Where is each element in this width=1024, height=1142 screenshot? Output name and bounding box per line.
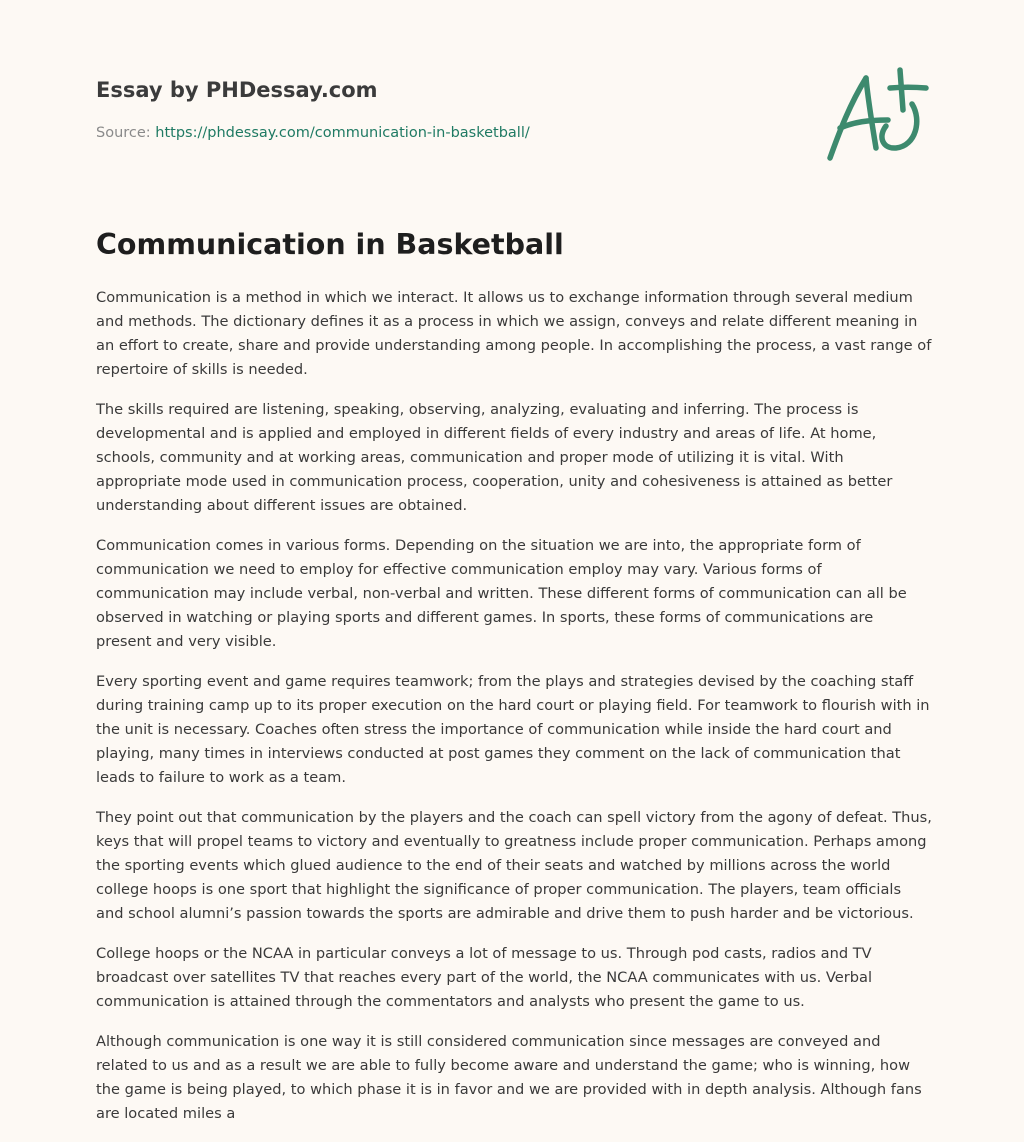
- source-link[interactable]: https://phdessay.com/communication-in-basketball/: [155, 125, 530, 141]
- essay-body: [96, 286, 932, 1142]
- essay-title: Communication in Basketball: [96, 228, 564, 261]
- source-line: [96, 123, 530, 143]
- essay-paragraph: They point out that communication by the players and the coach can spell victory from the agony of defeat. Thus, keys that will propel teams to victory and eventually to greatness include proper communication. Perhaps among the sporting events which glued audience to the end of their seats and watched by millions across the world college hoops is one sport that highlight the significance of proper communication. The players, team officials and school alumni’s passion towards the sports are admirable and drive them to push harder and be victorious.: [96, 809, 932, 922]
- essay-paragraph: Communication is a method in which we interact. It allows us to exchange information through several medium and methods. The dictionary defines it as a process in which we assign, conveys and relate different meaning in an effort to create, share and provide understanding among people. In accomplishing the process, a vast range of repertoire of skills is needed.: [96, 289, 932, 378]
- essay-paragraph: Although communication is one way it is still considered communication since messages are conveyed and related to us and as a result we are able to fully become aware and understand the game; who is winning, how the game is being played, to which phase it is in favor and we are provided with in depth analysis. Although fans are located miles a: [96, 1033, 922, 1122]
- essay-paragraph: Every sporting event and game requires teamwork; from the plays and strategies devised by the coaching staff during training camp up to its proper execution on the hard court or playing field. For teamwork to flourish with in the unit is necessary. Coaches often stress the importance of communication while inside the hard court and playing, many times in interviews conducted at post games they comment on the lack of communication that leads to failure to work as a team.: [96, 673, 930, 786]
- essay-paragraph: College hoops or the NCAA in particular conveys a lot of message to us. Through pod casts, radios and TV broadcast over satellites TV that reaches every part of the world, the NCAA communicates with us. Verbal communication is attained through the commentators and analysts who present the game to us.: [96, 945, 873, 1010]
- site-title: Essay by PHDessay.com: [96, 78, 378, 102]
- a-plus-grade-icon: [818, 64, 930, 168]
- source-label: Source:: [96, 125, 151, 141]
- essay-paragraph: Communication comes in various forms. Depending on the situation we are into, the appropriate form of communication we need to employ for effective communication employ may vary. Various forms of communication may include verbal, non-verbal and written. These different forms of communication can all be observed in watching or playing sports and different games. In sports, these forms of communications are present and very visible.: [96, 537, 907, 650]
- essay-paragraph: The skills required are listening, speaking, observing, analyzing, evaluating and inferring. The process is developmental and is applied and employed in different fields of every industry and areas of life. At home, schools, community and at working areas, communication and proper mode of utilizing it is vital. With appropriate mode used in communication process, cooperation, unity and cohesiveness is attained as better understanding about different issues are obtained.: [96, 401, 893, 514]
